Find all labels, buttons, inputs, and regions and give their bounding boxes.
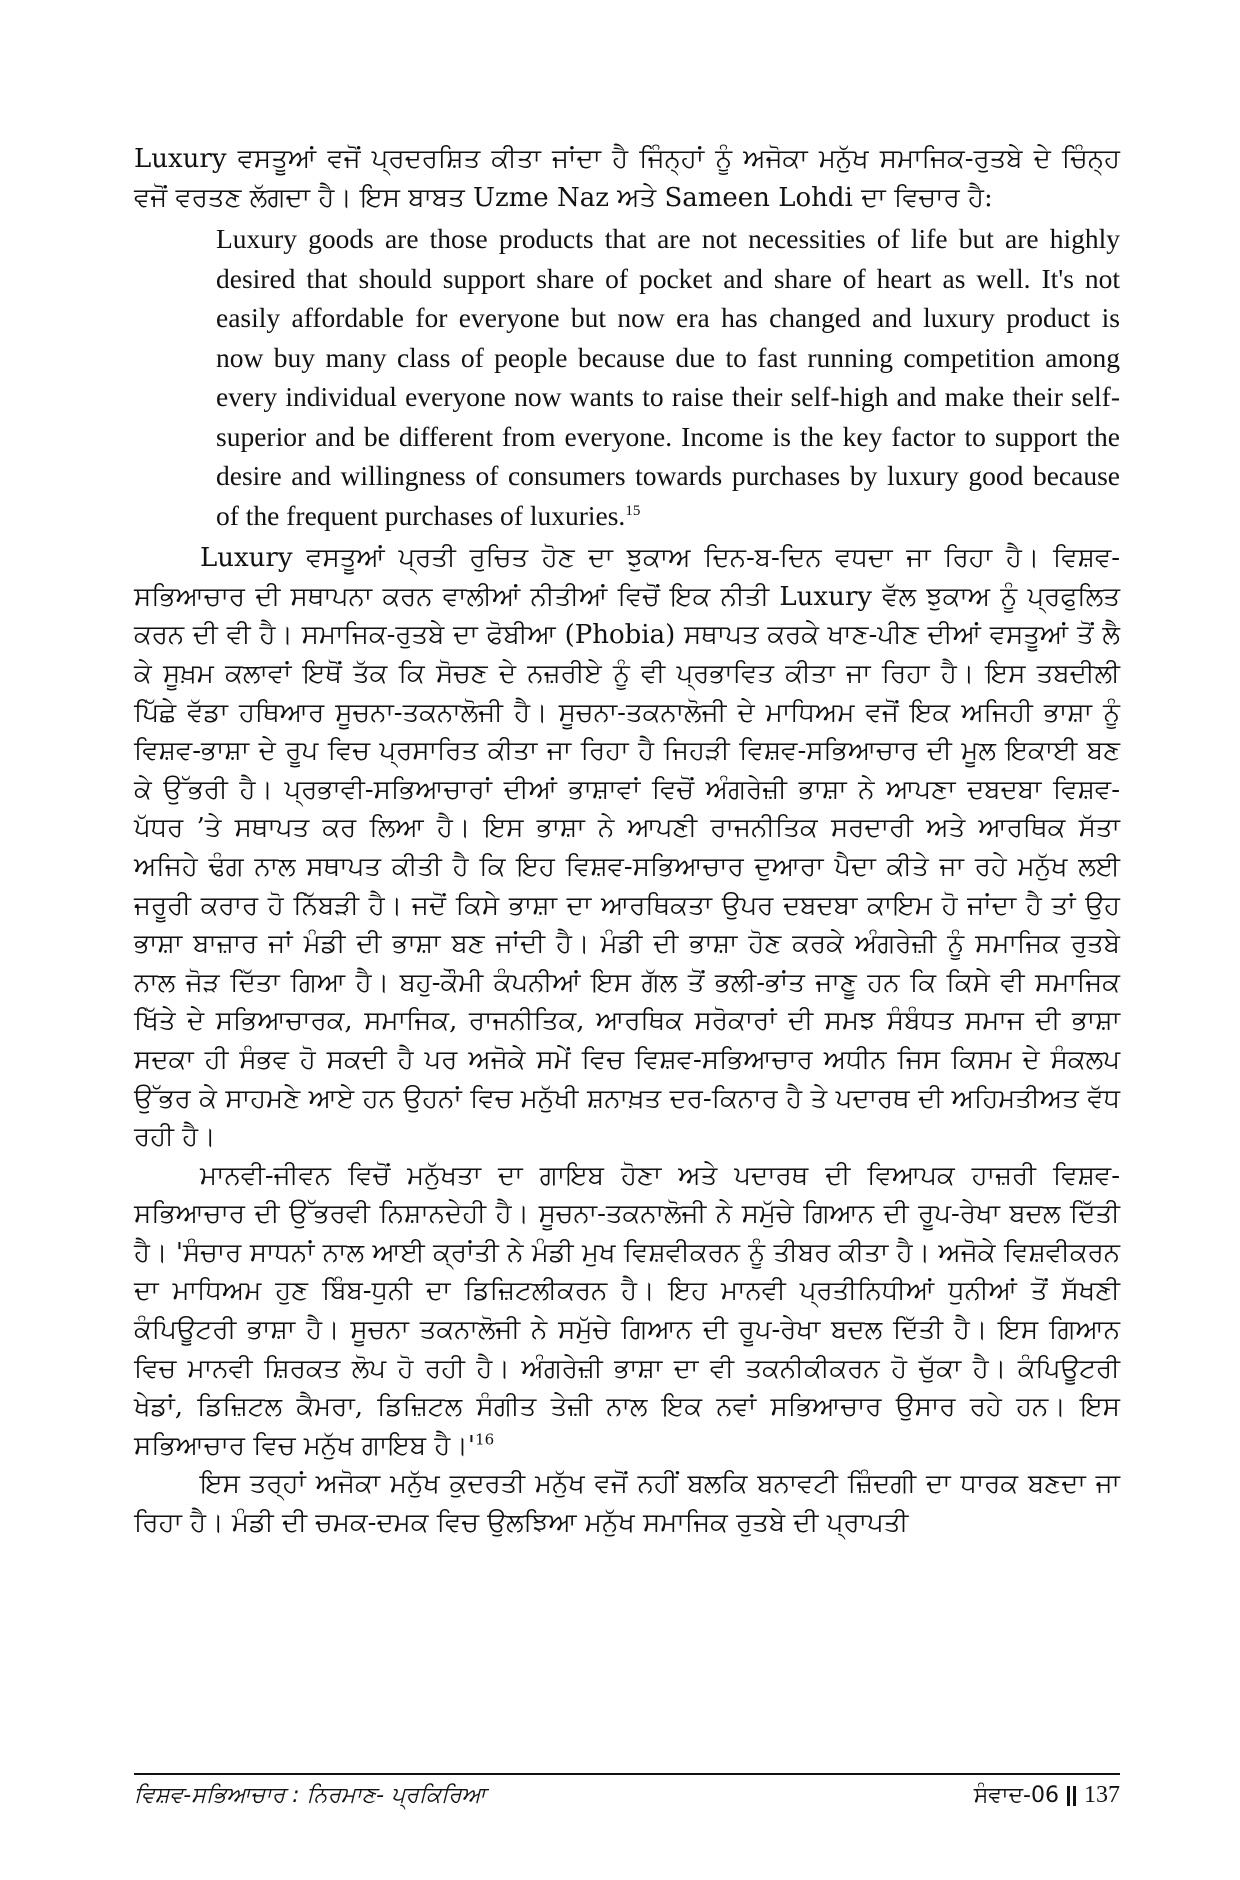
block-quote xyxy=(216,219,1120,535)
paragraph-intro: Luxury ਵਸਤੂਆਂ ਵਜੋਂ ਪ੍ਰਦਰਸ਼ਿਤ ਕੀਤਾ ਜਾਂਦਾ ਹੈ ਜਿੰਨ੍ਹਾਂ ਨੂੰ ਅਜੋਕਾ ਮਨੁੱਖ ਸਮਾਜਿਕ-ਰੁਤਬੇ ਦੇ ਚਿੰਨ੍ਹ ਵਜੋਂ ਵਰਤਣ ਲੱਗਦਾ ਹੈ। ਇਸ ਬਾਬਤ Uzme Naz ਅਤੇ Sameen Lohdi ਦਾ ਵਿਚਾਰ ਹੈ: xyxy=(134,144,1120,213)
page-number: 137 xyxy=(1084,1782,1120,1808)
page-footer xyxy=(134,1782,1120,1809)
footnote-ref-16: 16 xyxy=(475,1430,495,1449)
paragraph-human-loss-text: ਮਾਨਵੀ-ਜੀਵਨ ਵਿਚੋਂ ਮਨੁੱਖਤਾ ਦਾ ਗਾਇਬ ਹੋਣਾ ਅਤੇ ਪਦਾਰਥ ਦੀ ਵਿਆਪਕ ਹਾਜ਼ਰੀ ਵਿਸ਼ਵ-ਸਭਿਆਚਾਰ ਦੀ ਉੱਭਰਵੀ ਨਿਸ਼ਾਨਦੇਹੀ ਹੈ। ਸੂਚਨਾ-ਤਕਨਾਲੋਜੀ ਨੇ ਸਮੁੱਚੇ ਗਿਆਨ ਦੀ ਰੂਪ-ਰੇਖਾ ਬਦਲ ਦਿੱਤੀ ਹੈ। 'ਸੰਚਾਰ ਸਾਧਨਾਂ ਨਾਲ ਆਈ ਕ੍ਰਾਂਤੀ ਨੇ ਮੰਡੀ ਮੁਖ ਵਿਸ਼ਵੀਕਰਨ ਨੂੰ ਤੀਬਰ ਕੀਤਾ ਹੈ। ਅਜੋਕੇ ਵਿਸ਼ਵੀਕਰਨ ਦਾ ਮਾਧਿਅਮ ਹੁਣ ਬਿੰਬ-ਧੁਨੀ ਦਾ ਡਿਜ਼ਿਟਲੀਕਰਨ ਹੈ। ਇਹ ਮਾਨਵੀ ਪ੍ਰਤੀਨਿਧੀਆਂ ਧੁਨੀਆਂ ਤੋਂ ਸੱਖਣੀ ਕੰਪਿਊਟਰੀ ਭਾਸ਼ਾ ਹੈ। ਸੂਚਨਾ ਤਕਨਾਲੋਜੀ ਨੇ ਸਮੁੱਚੇ ਗਿਆਨ ਦੀ ਰੂਪ-ਰੇਖਾ ਬਦਲ ਦਿੱਤੀ ਹੈ। ਇਸ ਗਿਆਨ ਵਿਚ ਮਾਨਵੀ ਸ਼ਿਰਕਤ ਲੋਪ ਹੋ ਰਹੀ ਹੈ। ਅੰਗਰੇਜ਼ੀ ਭਾਸ਼ਾ ਦਾ ਵੀ ਤਕਨੀਕੀਕਰਨ ਹੋ ਚੁੱਕਾ ਹੈ। ਕੰਪਿਊਟਰੀ ਖੇਡਾਂ, ਡਿਜ਼ਿਟਲ ਕੈਮਰਾ, ਡਿਜ਼ਿਟਲ ਸੰਗੀਤ ਤੇਜ਼ੀ ਨਾਲ ਇਕ ਨਵਾਂ ਸਭਿਆਚਾਰ ਉਸਾਰ ਰਹੇ ਹਨ। ਇਸ ਸਭਿਆਚਾਰ ਵਿਚ ਮਨੁੱਖ ਗਾਇਬ ਹੈ।' xyxy=(134,1160,1120,1461)
footer-page-info xyxy=(974,1782,1120,1809)
book-title: ਵਿਸ਼ਵ-ਸਭਿਆਚਾਰ : ਨਿਰਮਾਣ- ਪ੍ਰਕਿਰਿਆ xyxy=(134,1783,486,1808)
journal-name: ਸੰਵਾਦ-06 xyxy=(973,1783,1059,1808)
footer-divider xyxy=(134,1773,1120,1775)
paragraph-artificial-life: ਇਸ ਤਰ੍ਹਾਂ ਅਜੋਕਾ ਮਨੁੱਖ ਕੁਦਰਤੀ ਮਨੁੱਖ ਵਜੋਂ ਨਹੀਂ ਬਲਕਿ ਬਨਾਵਟੀ ਜ਼ਿੰਦਗੀ ਦਾ ਧਾਰਕ ਬਣਦਾ ਜਾ ਰਿਹਾ ਹੈ। ਮੰਡੀ ਦੀ ਚਮਕ-ਦਮਕ ਵਿਚ ਉਲਝਿਆ ਮਨੁੱਖ ਸਮਾਜਿਕ ਰੁਤਬੇ ਦੀ ਪ੍ਰਾਪਤੀ xyxy=(134,1469,1120,1539)
paragraph-human-loss xyxy=(134,1157,1120,1466)
page-body xyxy=(134,140,1120,1543)
quote-text: Luxury goods are those products that are not necessities of life but are highly desired that should support share of pocket and share of heart as well. It's not easily affordable for everyone but now era has changed and luxury product is now buy many class of people because due to fast running competition among every individual everyone now wants to raise their self-high and make their self-superior and be different from everyone. Income is the key factor to support the desire and willingness of consumers towards purchases by luxury good because of the frequent purchases of luxuries. xyxy=(216,223,1120,531)
footnote-ref-15: 15 xyxy=(625,502,641,519)
paragraph-luxury-trend: Luxury ਵਸਤੂਆਂ ਪ੍ਰਤੀ ਰੁਚਿਤ ਹੋਣ ਦਾ ਝੁਕਾਅ ਦਿਨ-ਬ-ਦਿਨ ਵਧਦਾ ਜਾ ਰਿਹਾ ਹੈ। ਵਿਸ਼ਵ-ਸਭਿਆਚਾਰ ਦੀ ਸਥਾਪਨਾ ਕਰਨ ਵਾਲੀਆਂ ਨੀਤੀਆਂ ਵਿਚੋਂ ਇਕ ਨੀਤੀ Luxury ਵੱਲ ਝੁਕਾਅ ਨੂੰ ਪ੍ਰਫੁਲਿਤ ਕਰਨ ਦੀ ਵੀ ਹੈ। ਸਮਾਜਿਕ-ਰੁਤਬੇ ਦਾ ਫੋਬੀਆ (Phobia) ਸਥਾਪਤ ਕਰਕੇ ਖਾਣ-ਪੀਣ ਦੀਆਂ ਵਸਤੂਆਂ ਤੋਂ ਲੈ ਕੇ ਸੂਖ਼ਮ ਕਲਾਵਾਂ ਇਥੋਂ ਤੱਕ ਕਿ ਸੋਚਣ ਦੇ ਨਜ਼ਰੀਏ ਨੂੰ ਵੀ ਪ੍ਰਭਾਵਿਤ ਕੀਤਾ ਜਾ ਰਿਹਾ ਹੈ। ਇਸ ਤਬਦੀਲੀ ਪਿੱਛੇ ਵੱਡਾ ਹਥਿਆਰ ਸੂਚਨਾ-ਤਕਨਾਲੋਜੀ ਹੈ। ਸੂਚਨਾ-ਤਕਨਾਲੋਜੀ ਦੇ ਮਾਧਿਅਮ ਵਜੋਂ ਇਕ ਅਜਿਹੀ ਭਾਸ਼ਾ ਨੂੰ ਵਿਸ਼ਵ-ਭਾਸ਼ਾ ਦੇ ਰੂਪ ਵਿਚ ਪ੍ਰਸਾਰਿਤ ਕੀਤਾ ਜਾ ਰਿਹਾ ਹੈ ਜਿਹੜੀ ਵਿਸ਼ਵ-ਸਭਿਆਚਾਰ ਦੀ ਮੂਲ ਇਕਾਈ ਬਣ ਕੇ ਉੱਭਰੀ ਹੈ। ਪ੍ਰਭਾਵੀ-ਸਭਿਆਚਾਰਾਂ ਦੀਆਂ ਭਾਸ਼ਾਵਾਂ ਵਿਚੋਂ ਅੰਗਰੇਜ਼ੀ ਭਾਸ਼ਾ ਨੇ ਆਪਣਾ ਦਬਦਬਾ ਵਿਸ਼ਵ-ਪੱਧਰ ’ਤੇ ਸਥਾਪਤ ਕਰ ਲਿਆ ਹੈ। ਇਸ ਭਾਸ਼ਾ ਨੇ ਆਪਣੀ ਰਾਜਨੀਤਿਕ ਸਰਦਾਰੀ ਅਤੇ ਆਰਥਿਕ ਸੱਤਾ ਅਜਿਹੇ ਢੰਗ ਨਾਲ ਸਥਾਪਤ ਕੀਤੀ ਹੈ ਕਿ ਇਹ ਵਿਸ਼ਵ-ਸਭਿਆਚਾਰ ਦੁਆਰਾ ਪੈਦਾ ਕੀਤੇ ਜਾ ਰਹੇ ਮਨੁੱਖ ਲਈ ਜਰੂਰੀ ਕਰਾਰ ਹੋ ਨਿੱਬੜੀ ਹੈ। ਜਦੋਂ ਕਿਸੇ ਭਾਸ਼ਾ ਦਾ ਆਰਥਿਕਤਾ ਉਪਰ ਦਬਦਬਾ ਕਾਇਮ ਹੋ ਜਾਂਦਾ ਹੈ ਤਾਂ ਉਹ ਭਾਸ਼ਾ ਬਾਜ਼ਾਰ ਜਾਂ ਮੰਡੀ ਦੀ ਭਾਸ਼ਾ ਬਣ ਜਾਂਦੀ ਹੈ। ਮੰਡੀ ਦੀ ਭਾਸ਼ਾ ਹੋਣ ਕਰਕੇ ਅੰਗਰੇਜ਼ੀ ਨੂੰ ਸਮਾਜਿਕ ਰੁਤਬੇ ਨਾਲ ਜੋੜ ਦਿੱਤਾ ਗਿਆ ਹੈ। ਬਹੁ-ਕੌਮੀ ਕੰਪਨੀਆਂ ਇਸ ਗੱਲ ਤੋਂ ਭਲੀ-ਭਾਂਤ ਜਾਣੂ ਹਨ ਕਿ ਕਿਸੇ ਵੀ ਸਮਾਜਿਕ ਖਿੱਤੇ ਦੇ ਸਭਿਆਚਾਰਕ, ਸਮਾਜਿਕ, ਰਾਜਨੀਤਿਕ, ਆਰਥਿਕ ਸਰੋਕਾਰਾਂ ਦੀ ਸਮਝ ਸੰਬੰਧਤ ਸਮਾਜ ਦੀ ਭਾਸ਼ਾ ਸਦਕਾ ਹੀ ਸੰਭਵ ਹੋ ਸਕਦੀ ਹੈ ਪਰ ਅਜੋਕੇ ਸਮੇਂ ਵਿਚ ਵਿਸ਼ਵ-ਸਭਿਆਚਾਰ ਅਧੀਨ ਜਿਸ ਕਿਸਮ ਦੇ ਸੰਕਲਪ ਉੱਭਰ ਕੇ ਸਾਹਮਣੇ ਆਏ ਹਨ ਉਹਨਾਂ ਵਿਚ ਮਨੁੱਖੀ ਸ਼ਨਾਖ਼ਤ ਦਰ-ਕਿਨਾਰ ਹੈ ਤੇ ਪਦਾਰਥ ਦੀ ਅਹਿਮਤੀਅਤ ਵੱਧ ਰਹੀ ਹੈ। xyxy=(134,543,1121,1153)
separator-bars-icon xyxy=(1067,1786,1076,1806)
